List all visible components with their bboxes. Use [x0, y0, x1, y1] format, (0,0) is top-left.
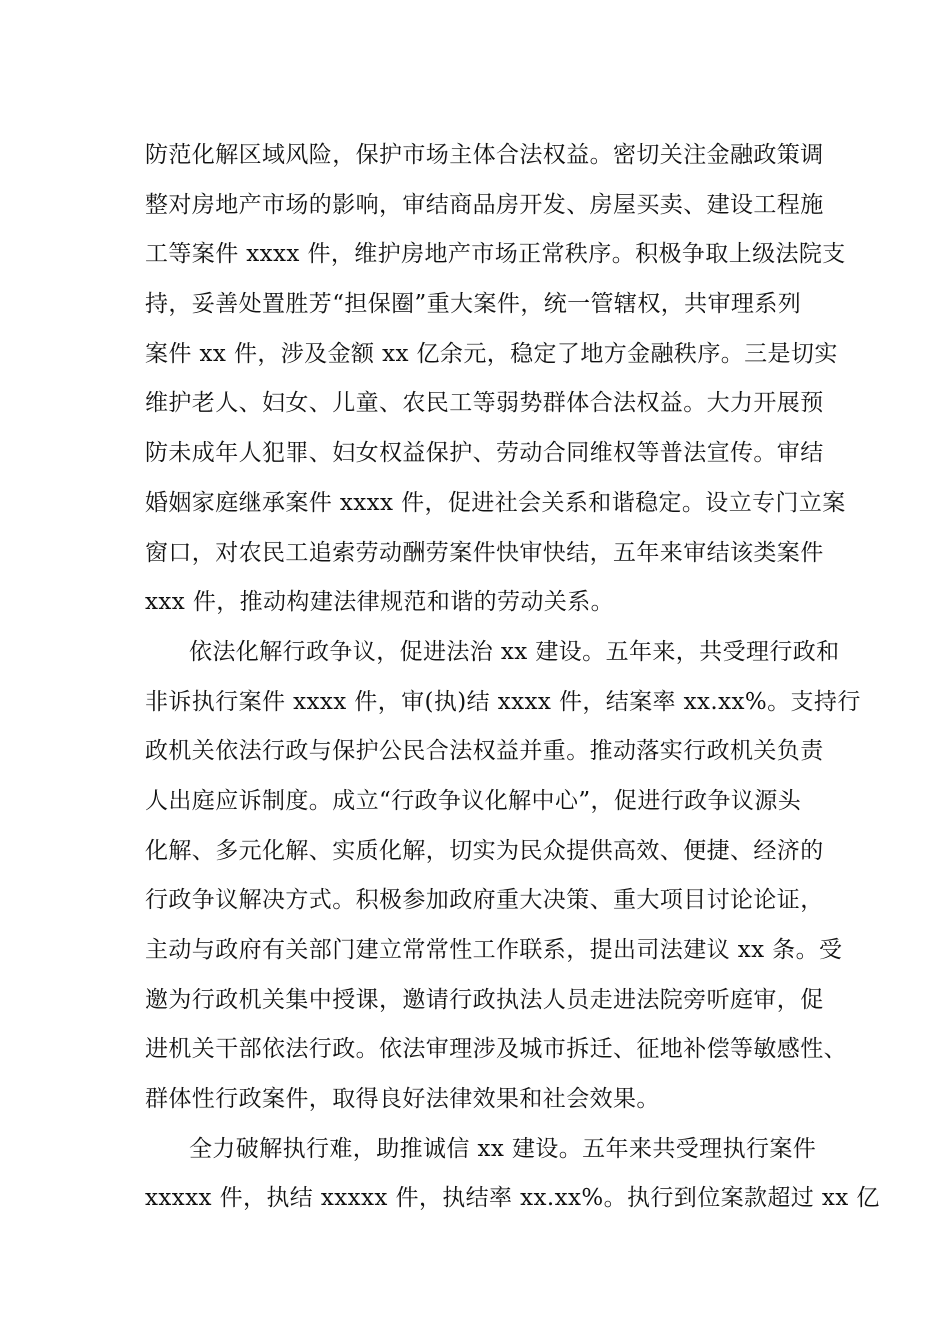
text-line: 案件 xx 件，涉及金额 xx 亿余元，稳定了地方金融秩序。三是切实 [145, 340, 838, 367]
text-line: 持，妥善处置胜芳“担保圈”重大案件，统一管辖权，共审理系列 [145, 291, 802, 318]
paragraph-first-line: 依法化解行政争议，促进法治 xx 建设。五年来，共受理行政和 [189, 638, 840, 665]
text-line: 非诉执行案件 xxxx 件，审(执)结 xxxx 件，结案率 xx.xx%。支持行 [145, 688, 861, 715]
document-body [145, 131, 880, 1224]
text-line: xxxxx 件，执结 xxxxx 件，执结率 xx.xx%。执行到位案款超过 xx 亿 [145, 1185, 880, 1212]
text-line: 邀为行政机关集中授课，邀请行政执法人员走进法院旁听庭审，促 [145, 986, 824, 1013]
text-line: 主动与政府有关部门建立常常性工作联系，提出司法建议 xx 条。受 [145, 937, 843, 963]
text-line: 窗口，对农民工追索劳动酬劳案件快审快结，五年来审结该类案件 [145, 539, 824, 566]
text-line: 防范化解区域风险，保护市场主体合法权益。密切关注金融政策调 [145, 142, 824, 168]
text-line: 政机关依法行政与保护公民合法权益并重。推动落实行政机关负责 [145, 738, 824, 765]
paragraph-first-line: 全力破解执行难，助推诚信 xx 建设。五年来共受理执行案件 [189, 1135, 817, 1162]
text-line: 维护老人、妇女、儿童、农民工等弱势群体合法权益。大力开展预 [145, 390, 824, 417]
text-line: 化解、多元化解、实质化解，切实为民众提供高效、便捷、经济的 [145, 837, 824, 864]
text-line: 婚姻家庭继承案件 xxxx 件，促进社会关系和谐稳定。设立专门立案 [145, 489, 846, 516]
text-line: 进机关干部依法行政。依法审理涉及城市拆迁、征地补偿等敏感性、 [145, 1036, 847, 1063]
text-line: 行政争议解决方式。积极参加政府重大决策、重大项目讨论论证， [145, 887, 824, 914]
text-line: xxx 件，推动构建法律规范和谐的劳动关系。 [145, 589, 615, 616]
text-line: 人出庭应诉制度。成立“行政争议化解中心”，促进行政争议源头 [145, 787, 802, 814]
text-line: 群体性行政案件，取得良好法律效果和社会效果。 [145, 1086, 660, 1113]
text-line: 防未成年人犯罪、妇女权益保护、劳动合同维权等普法宣传。审结 [145, 440, 824, 467]
text-line: 整对房地产市场的影响，审结商品房开发、房屋买卖、建设工程施 [145, 191, 824, 218]
text-line: 工等案件 xxxx 件，维护房地产市场正常秩序。积极争取上级法院支 [145, 241, 846, 268]
